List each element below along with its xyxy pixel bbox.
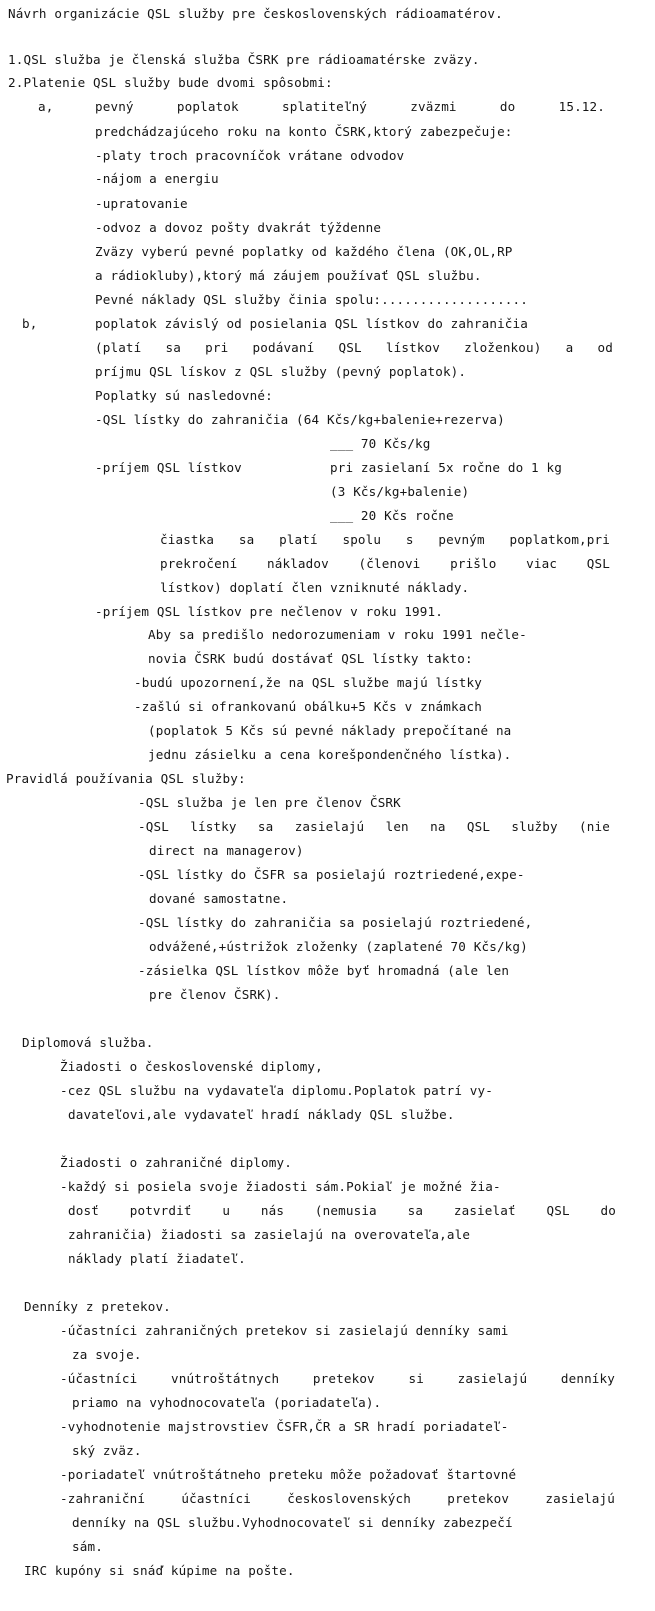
logs-line: priamo na vyhodnocovateľa (poriadateľa).	[72, 1395, 382, 1410]
fee-foreign-total: ___ 70 Kčs/kg	[330, 436, 431, 451]
item-a-bullet: -odvoz a dovoz pošty dvakrát týždenne	[95, 220, 382, 235]
nonmember-line: Aby sa predišlo nedorozumeniam v roku 1991 nečle-	[148, 627, 527, 642]
diploma-cs-line: davateľovi,ale vydavateľ hradí náklady QSL službe.	[68, 1107, 455, 1122]
item-a-bullet: -platy troch pracovníčok vrátane odvodov	[95, 148, 405, 163]
nonmember-line: -zašlú si ofrankovanú obálku+5 Kčs v známkach	[134, 699, 482, 714]
item-b-line-2: (platí sa pri podávaní QSL lístkov zloženkou) a od	[95, 340, 613, 355]
item-a-bullet: -nájom a energiu	[95, 171, 219, 186]
fees-intro: Poplatky sú nasledovné:	[95, 388, 273, 403]
logs-heading: Denníky z pretekov.	[24, 1299, 171, 1314]
rule-line: -QSL lístky sa zasielajú len na QSL služby (nie	[138, 819, 610, 834]
diploma-cs-heading: Žiadosti o československé diplomy,	[60, 1059, 323, 1074]
diploma-foreign-line: náklady platí žiadateľ.	[68, 1251, 246, 1266]
rule-line: direct na managerov)	[149, 843, 304, 858]
diploma-foreign-line: dosť potvrdiť u nás (nemusia sa zasielať QSL do	[68, 1203, 616, 1218]
page-title: Návrh organizácie QSL služby pre československých rádioamatérov.	[8, 6, 503, 21]
item-a-marker: a,	[38, 99, 54, 114]
item-b-line-1: poplatok závislý od posielania QSL lístkov do zahraničia	[95, 316, 528, 331]
fee-receive-detail: pri zasielaní 5x ročne do 1 kg	[330, 460, 562, 475]
item-a-text-2: a rádiokluby),ktorý má záujem používať QSL službu.	[95, 268, 482, 283]
item-a-line-2: predchádzajúceho roku na konto ČSRK,ktorý zabezpečuje:	[95, 124, 513, 139]
rule-line: dované samostatne.	[149, 891, 289, 906]
diploma-cs-line: -cez QSL službu na vydavateľa diplomu.Poplatok patrí vy-	[60, 1083, 493, 1098]
logs-line: ský zväz.	[72, 1443, 142, 1458]
nonmember-line: (poplatok 5 Kčs sú pevné náklady prepočítané na	[148, 723, 512, 738]
logs-line: denníky na QSL službu.Vyhodnocovateľ si denníky zabezpečí	[72, 1515, 513, 1530]
fee-note-2: prekročení nákladov (členovi prišlo viac QSL	[160, 556, 610, 571]
logs-line: -zahraniční účastníci československých pretekov zasielajú	[60, 1491, 615, 1506]
logs-line: -účastníci zahraničných pretekov si zasielajú denníky sami	[60, 1323, 509, 1338]
diploma-heading: Diplomová služba.	[22, 1035, 154, 1050]
nonmember-line: jednu zásielku a cena korešpondenčného lístka).	[148, 747, 512, 762]
diploma-foreign-heading: Žiadosti o zahraničné diplomy.	[60, 1155, 292, 1170]
item-1: 1.QSL služba je členská služba ČSRK pre rádioamatérske zväzy.	[8, 52, 480, 67]
item-b-marker: b,	[22, 316, 38, 331]
nonmember-line: novia ČSRK budú dostávať QSL lístky takto:	[148, 651, 473, 666]
fee-note-3: lístkov) doplatí člen vzniknuté náklady.	[160, 580, 470, 595]
rule-line: pre členov ČSRK).	[149, 987, 281, 1002]
fee-note-1: čiastka sa platí spolu s pevným poplatkom,pri	[160, 532, 610, 547]
logs-line: sám.	[72, 1539, 103, 1554]
rule-line: -QSL lístky do zahraničia sa posielajú roztriedené,	[138, 915, 533, 930]
item-2: 2.Platenie QSL služby bude dvomi spôsobmi:	[8, 75, 333, 90]
fee-receive-detail: (3 Kčs/kg+balenie)	[330, 484, 470, 499]
fee-receive-total: ___ 20 Kčs ročne	[330, 508, 454, 523]
rule-line: -QSL lístky do ČSFR sa posielajú roztriedené,expe-	[138, 867, 525, 882]
rule-line: -QSL služba je len pre členov ČSRK	[138, 795, 401, 810]
fee-foreign: -QSL lístky do zahraničia (64 Kčs/kg+balenie+rezerva)	[95, 412, 505, 427]
diploma-foreign-line: -každý si posiela svoje žiadosti sám.Pokiaľ je možné žia-	[60, 1179, 501, 1194]
rules-heading: Pravidlá používania QSL služby:	[6, 771, 246, 786]
irc-note: IRC kupóny si snáď kúpime na pošte.	[24, 1563, 295, 1578]
logs-line: za svoje.	[72, 1347, 142, 1362]
fee-receive-label: -príjem QSL lístkov	[95, 460, 242, 475]
logs-line: -vyhodnotenie majstrovstiev ČSFR,ČR a SR hradí poriadateľ-	[60, 1419, 509, 1434]
diploma-foreign-line: zahraničia) žiadosti sa zasielajú na overovateľa,ale	[68, 1227, 471, 1242]
item-a-text-1: Zväzy vyberú pevné poplatky od každého člena (OK,OL,RP	[95, 244, 513, 259]
fee-nonmember: -príjem QSL lístkov pre nečlenov v roku 1991.	[95, 604, 443, 619]
rule-line: odvážené,+ústrižok zloženky (zaplatené 70 Kčs/kg)	[149, 939, 528, 954]
item-a-bullet: -upratovanie	[95, 196, 188, 211]
nonmember-line: -budú upozornení,že na QSL službe majú lístky	[134, 675, 482, 690]
item-a-line-1: pevný poplatok splatiteľný zväzmi do 15.12.	[95, 99, 605, 114]
item-b-line-3: príjmu QSL lískov z QSL služby (pevný poplatok).	[95, 364, 467, 379]
item-a-text-3: Pevné náklady QSL služby činia spolu:...................	[95, 292, 528, 307]
logs-line: -poriadateľ vnútroštátneho preteku môže požadovať štartovné	[60, 1467, 517, 1482]
rule-line: -zásielka QSL lístkov môže byť hromadná (ale len	[138, 963, 510, 978]
logs-line: -účastníci vnútroštátnych pretekov si zasielajú denníky	[60, 1371, 615, 1386]
